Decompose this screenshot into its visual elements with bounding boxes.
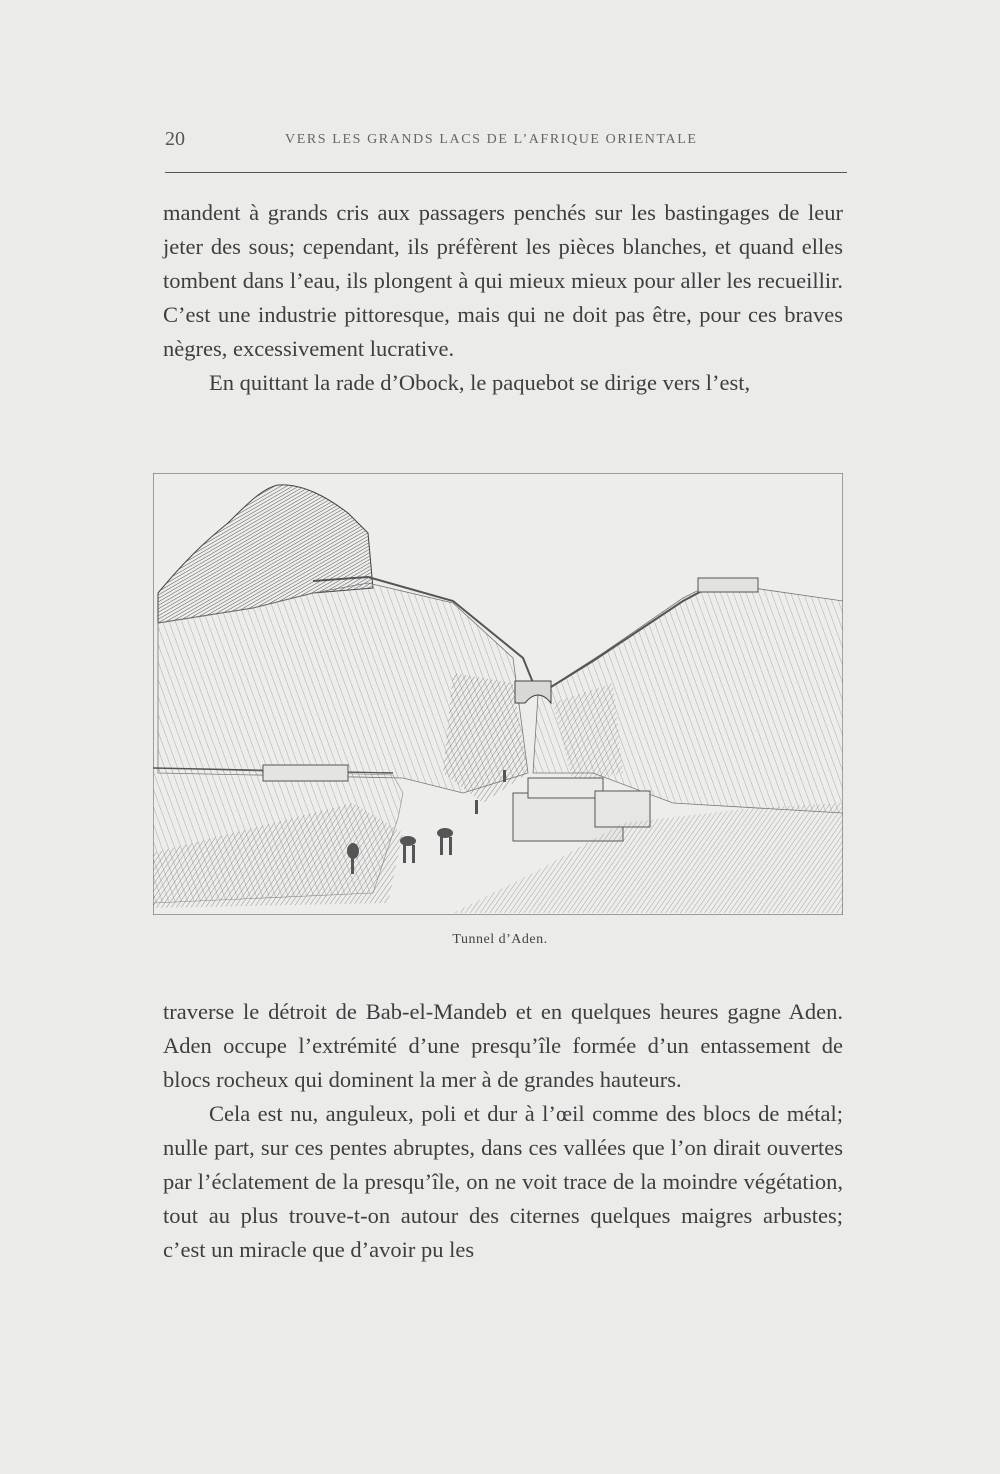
page-number: 20 xyxy=(165,128,185,150)
figure-caption: Tunnel d’Aden. xyxy=(452,932,548,947)
header-rule xyxy=(165,172,847,173)
text-block-bottom xyxy=(163,995,843,1267)
text-block-top xyxy=(163,196,843,400)
paragraph: mandent à grands cris aux passagers penchés sur les bastingages de leur jeter des sous; cependant, ils préfèrent les pièces blanches, et quand elles tombent dans l’eau, ils plongent à qui mieux mieux pour aller les recueillir. C’est une industrie pittoresque, mais qui ne doit pas être, pour ces braves nègres, excessivement lucrative. xyxy=(163,200,843,361)
paragraph: Cela est nu, anguleux, poli et dur à l’œil comme des blocs de métal; nulle part, sur ces pentes abruptes, dans ces vallées que l’on dirait ouvertes par l’éclatement de la presqu’île, on ne voit trace de la moindre végétation, tout au plus trouve-t-on autour des citernes quelques maigres arbustes; c’est un miracle que d’avoir pu les xyxy=(163,1101,843,1262)
page-header xyxy=(165,128,847,158)
aden-tunnel-engraving xyxy=(153,473,843,915)
running-head: VERS LES GRANDS LACS DE L’AFRIQUE ORIENTALE xyxy=(285,132,698,147)
paragraph: traverse le détroit de Bab-el-Mandeb et en quelques heures gagne Aden. Aden occupe l’extrémité d’une presqu’île formée d’un entassement de blocs rocheux qui dominent la mer à de grandes hauteurs. xyxy=(163,999,843,1092)
paragraph: En quittant la rade d’Obock, le paquebot se dirige vers l’est, xyxy=(209,370,751,395)
engraving-illustration xyxy=(153,473,843,915)
